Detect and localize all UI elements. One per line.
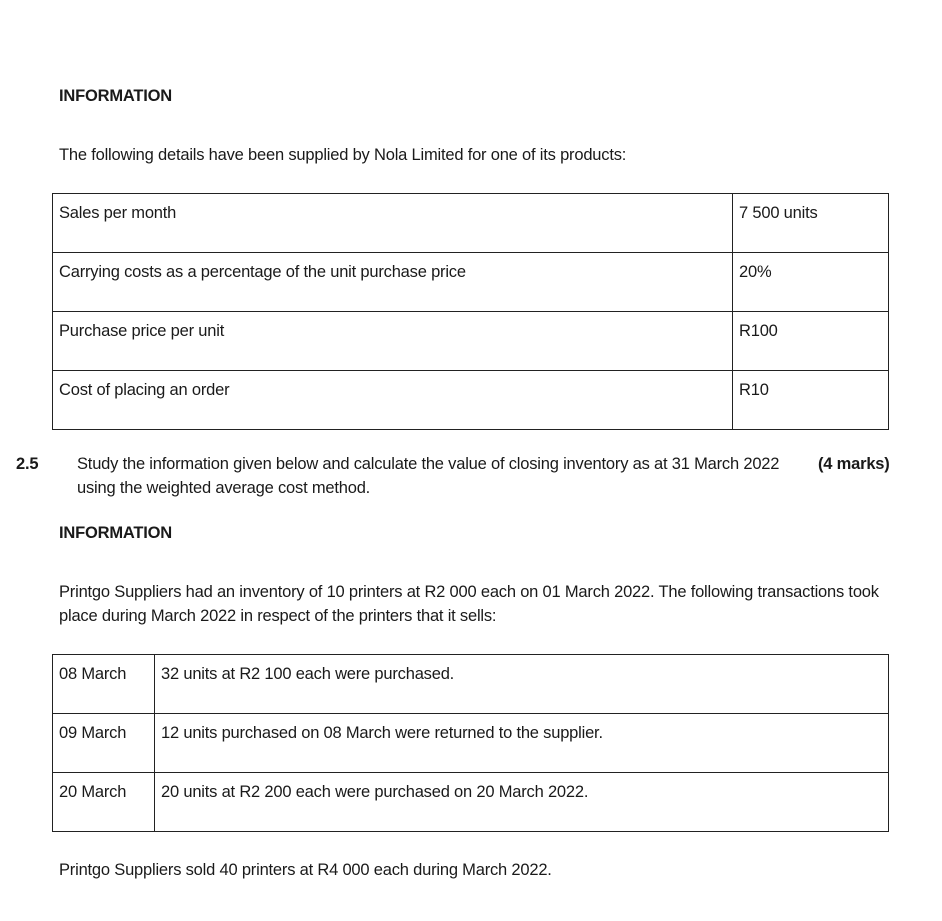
table-cell-value: R10 bbox=[733, 371, 889, 430]
table-cell-value: 20% bbox=[733, 253, 889, 312]
table-cell-label: Purchase price per unit bbox=[53, 312, 733, 371]
table-cell-label: Carrying costs as a percentage of the unit purchase price bbox=[53, 253, 733, 312]
question-line-2: using the weighted average cost method. bbox=[77, 479, 371, 497]
section2-intro bbox=[59, 580, 899, 628]
question-line-1: Study the information given below and calculate the value of closing inventory as at 31 March 2022 bbox=[77, 455, 780, 473]
table-row bbox=[53, 194, 889, 253]
section2-intro-line-1: Printgo Suppliers had an inventory of 10 printers at R2 000 each on 01 March 2022. The following transactions took bbox=[59, 583, 879, 601]
information-heading-2: INFORMATION bbox=[59, 524, 172, 542]
table-cell-description: 20 units at R2 200 each were purchased on 20 March 2022. bbox=[155, 773, 889, 832]
table-row bbox=[53, 773, 889, 832]
table-cell-date: 08 March bbox=[53, 655, 155, 714]
table-cell-description: 12 units purchased on 08 March were returned to the supplier. bbox=[155, 714, 889, 773]
section1-intro: The following details have been supplied by Nola Limited for one of its products: bbox=[59, 146, 627, 164]
table-row bbox=[53, 655, 889, 714]
table-cell-value: 7 500 units bbox=[733, 194, 889, 253]
table-row bbox=[53, 253, 889, 312]
product-details-table bbox=[52, 193, 889, 430]
question-marks: (4 marks) bbox=[818, 455, 890, 473]
information-heading-1: INFORMATION bbox=[59, 87, 172, 105]
question-number: 2.5 bbox=[16, 455, 39, 473]
table-cell-date: 20 March bbox=[53, 773, 155, 832]
section2-footer: Printgo Suppliers sold 40 printers at R4 000 each during March 2022. bbox=[59, 861, 552, 879]
table-row bbox=[53, 371, 889, 430]
table-cell-value: R100 bbox=[733, 312, 889, 371]
table-cell-date: 09 March bbox=[53, 714, 155, 773]
table-cell-label: Cost of placing an order bbox=[53, 371, 733, 430]
table-cell-description: 32 units at R2 100 each were purchased. bbox=[155, 655, 889, 714]
table-row bbox=[53, 714, 889, 773]
table-row bbox=[53, 312, 889, 371]
section2-intro-line-2: place during March 2022 in respect of the printers that it sells: bbox=[59, 607, 497, 625]
transactions-table bbox=[52, 654, 889, 832]
table-cell-label: Sales per month bbox=[53, 194, 733, 253]
question-text bbox=[77, 452, 797, 500]
